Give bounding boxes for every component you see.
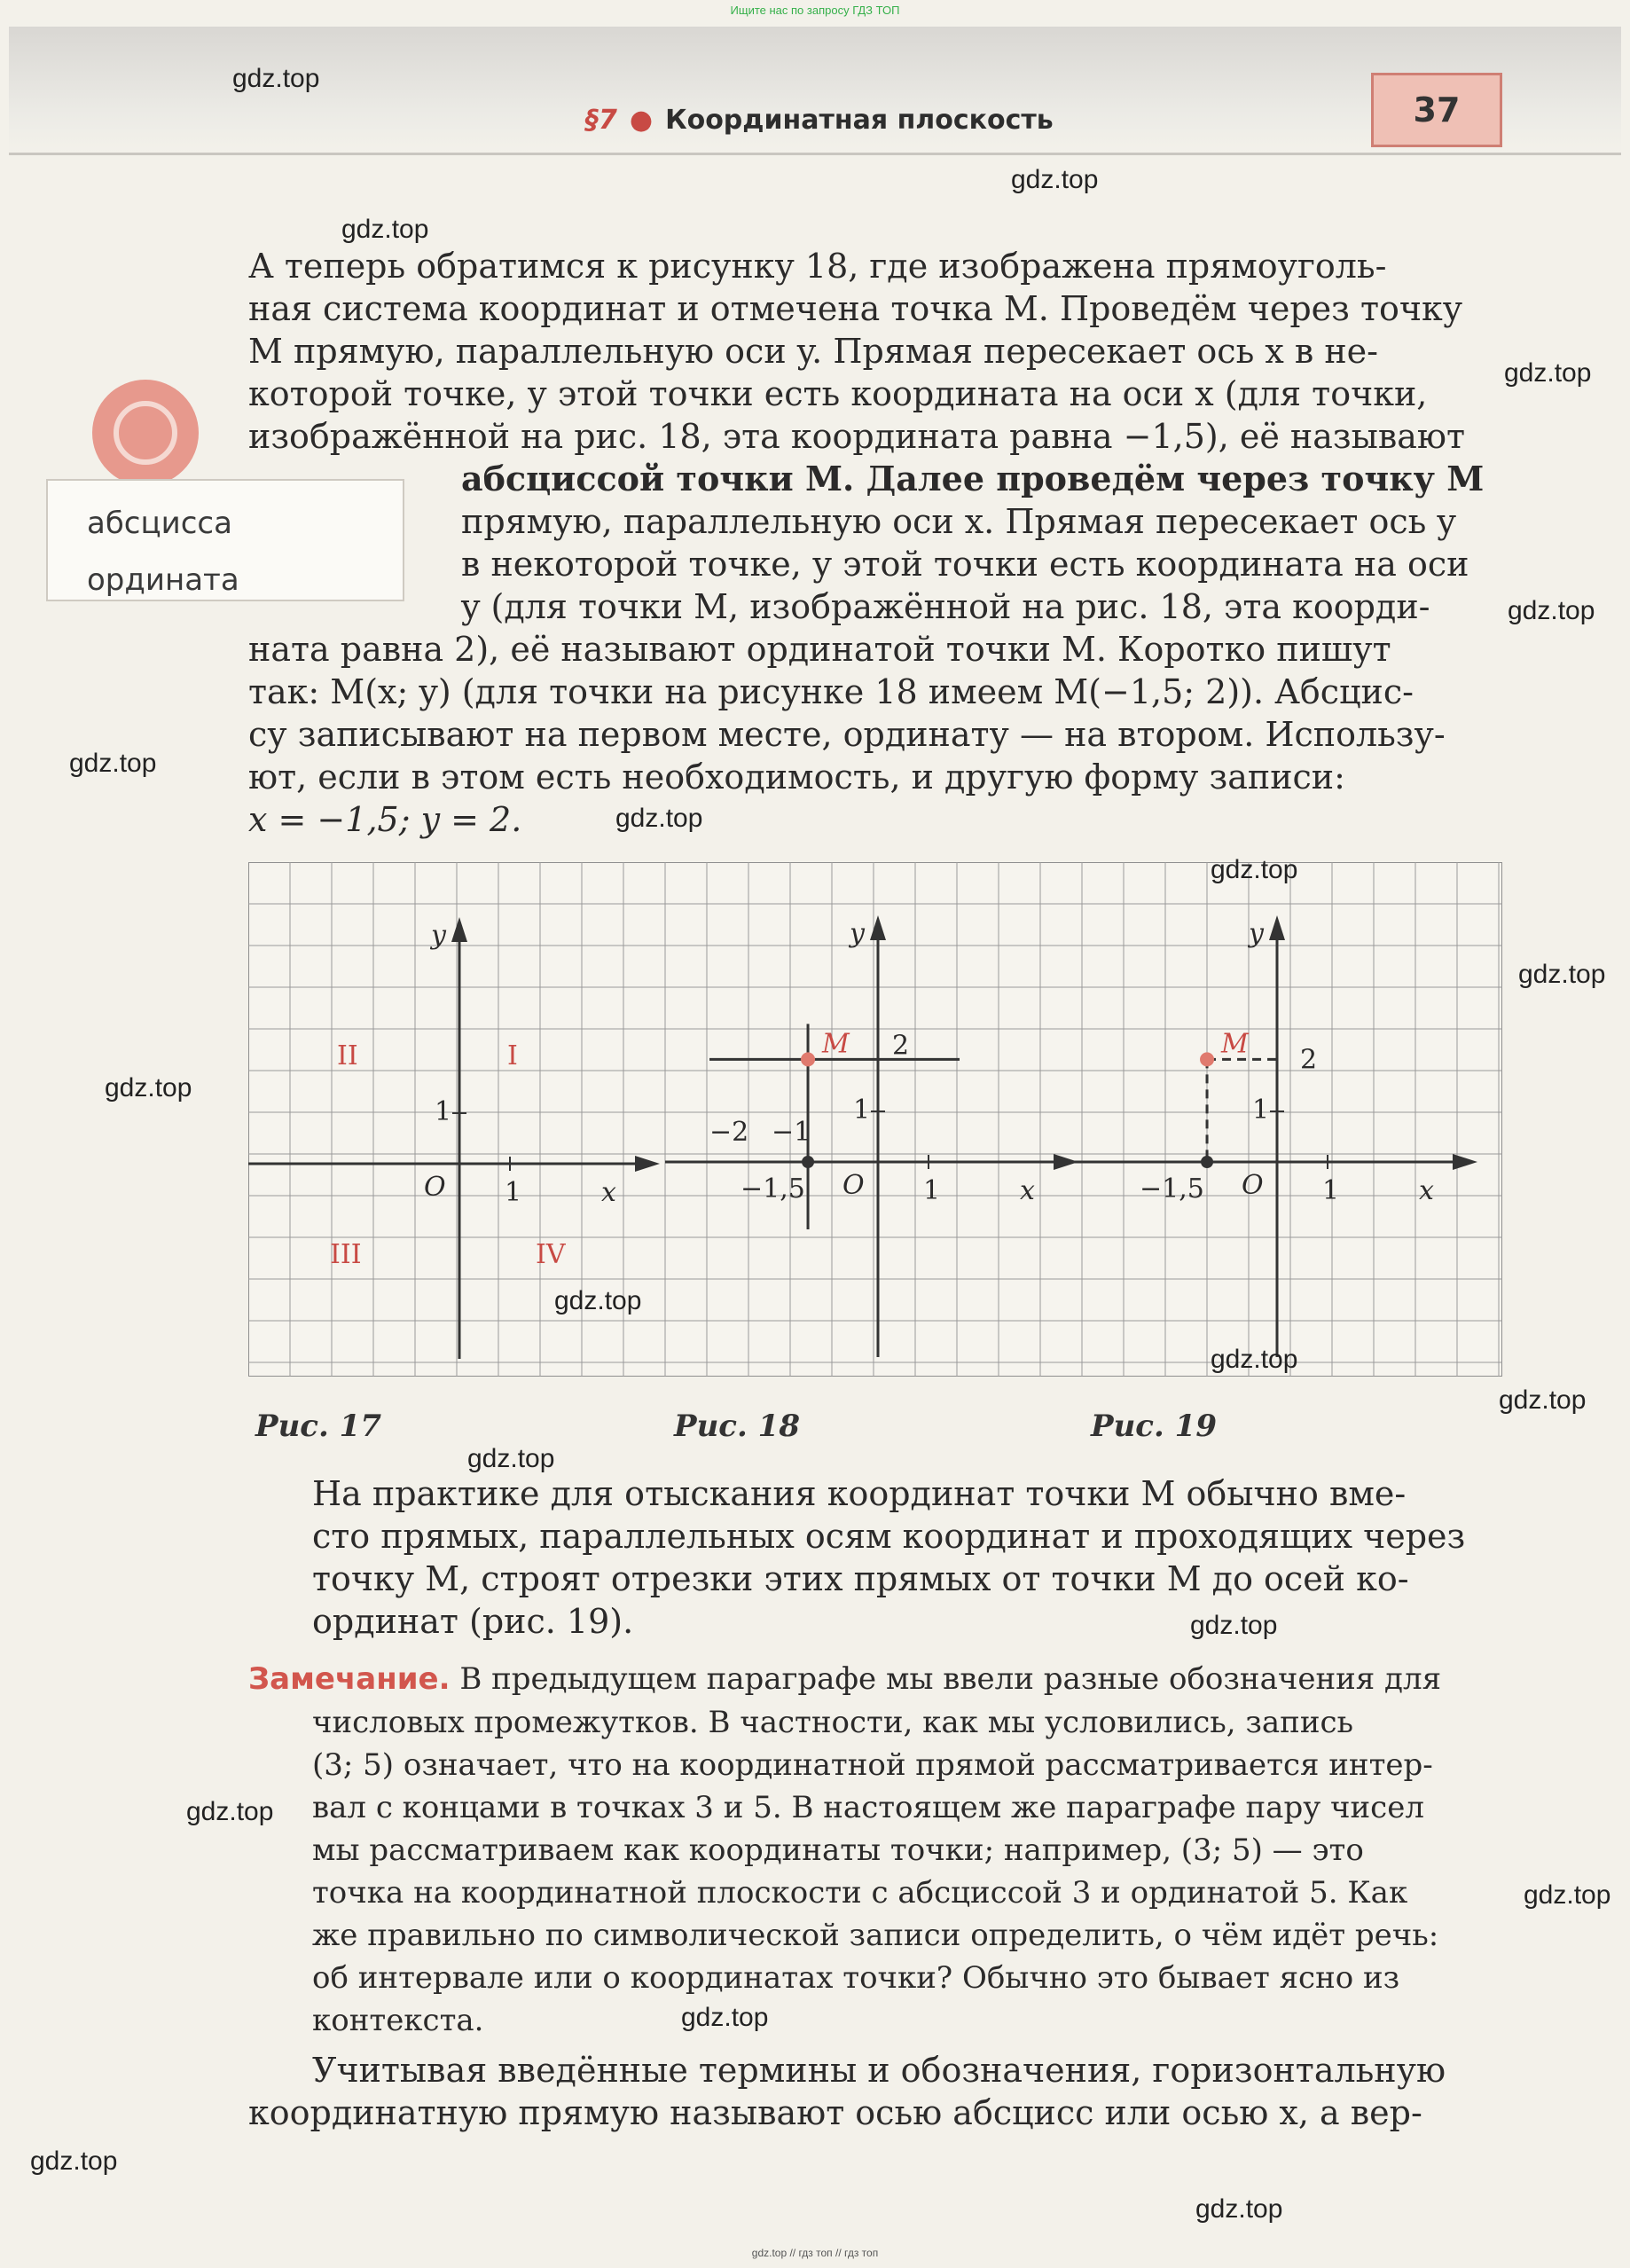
text-line: сто прямых, параллельных осям координат и проходящих через: [312, 1517, 1466, 1556]
x-axis-label: x: [601, 1177, 616, 1208]
watermark: gdz.top: [1504, 358, 1592, 388]
vocabulary-icon: [92, 380, 199, 486]
point-m: [1200, 1052, 1214, 1066]
quadrant-label: IV: [536, 1239, 566, 1270]
text-line: су записывают на первом месте, ординату — на втором. Использу-: [248, 715, 1446, 754]
section-name: Координатная плоскость: [665, 105, 1054, 136]
origin-label: O: [842, 1170, 865, 1201]
remark-line: об интервале или о координатах точки? Обычно это бывает ясно из: [312, 1960, 1400, 1996]
remark-line: вал с концами в точках 3 и 5. В настоящем же параграфе пару чисел: [312, 1790, 1424, 1825]
watermark: gdz.top: [681, 2003, 769, 2032]
watermark: gdz.top: [1190, 1611, 1278, 1640]
watermark: gdz.top: [1011, 165, 1099, 194]
x-tick-label: −1,5: [1140, 1173, 1204, 1205]
section-number: §7: [585, 105, 617, 136]
text-line: так: M(x; y) (для точки на рисунке 18 имеем M(−1,5; 2)). Абсцис-: [248, 672, 1414, 711]
coordinate-figures: [248, 862, 1502, 1377]
y-unit-label: 1: [1252, 1095, 1270, 1126]
text-line: ординат (рис. 19).: [312, 1602, 634, 1641]
remark-line: же правильно по символической записи определить, о чём идёт речь:: [312, 1918, 1439, 1953]
watermark: gdz.top: [1524, 1880, 1611, 1910]
x-unit-label: 1: [923, 1175, 941, 1206]
watermark: gdz.top: [30, 2146, 118, 2176]
quadrant-label: I: [507, 1040, 518, 1071]
bottom-note: gdz.top // гдз топ // гдз топ: [751, 2247, 879, 2259]
watermark: gdz.top: [1518, 960, 1606, 989]
x-tick-label: −1,5: [741, 1173, 805, 1205]
text-line: координатную прямую называют осью абсцисс или осью x, а вер-: [248, 2093, 1422, 2132]
bullet-icon: ●: [629, 105, 654, 136]
point-m: [801, 1052, 815, 1066]
watermark: gdz.top: [1499, 1385, 1587, 1415]
x-unit-label: 1: [505, 1177, 522, 1208]
point-m-label: M: [822, 1028, 850, 1060]
text-line: x = −1,5; y = 2.: [248, 800, 522, 839]
glossary-box: [46, 479, 404, 601]
remark-line: контекста.: [312, 2003, 484, 2038]
section-title: [585, 105, 1054, 136]
origin-label: O: [1242, 1170, 1264, 1201]
y-tick-label: 2: [1300, 1044, 1318, 1076]
x-tick-label: −1: [772, 1117, 811, 1148]
remark-line: числовых промежутков. В частности, как мы условились, запись: [312, 1705, 1354, 1740]
text-line: M прямую, параллельную оси y. Прямая пересекает ось x в не-: [248, 332, 1378, 371]
text-line-term: абсциссой точки M. Далее проведём через точку M: [461, 459, 1485, 498]
text-line: которой точке, у этой точки есть координата на оси x (для точки,: [248, 374, 1428, 413]
text-line: ют, если в этом есть необходимость, и другую форму записи:: [248, 757, 1345, 797]
remark-label: Замечание.: [248, 1661, 451, 1697]
watermark: gdz.top: [186, 1797, 274, 1826]
watermark: gdz.top: [69, 749, 157, 778]
glossary-term: абсцисса: [87, 506, 232, 541]
remark-first-line: [248, 1659, 1441, 1699]
y-axis-label: y: [1249, 918, 1264, 949]
watermark: gdz.top: [341, 215, 429, 244]
point-on-x-axis: [1201, 1156, 1213, 1168]
text-line: А теперь обратимся к рисунку 18, где изображена прямоуголь-: [248, 247, 1387, 286]
y-axis-label: y: [850, 918, 865, 949]
text-line: точку M, строят отрезки этих прямых от точки M до осей ко-: [312, 1559, 1409, 1598]
origin-label: O: [424, 1172, 446, 1203]
y-unit-label: 1: [435, 1096, 452, 1127]
watermark: gdz.top: [232, 64, 320, 93]
remark-line: мы рассматриваем как координаты точки; например, (3; 5) — это: [312, 1832, 1364, 1868]
watermark: gdz.top: [467, 1444, 555, 1473]
figure-caption: Рис. 18: [674, 1409, 800, 1444]
watermark: gdz.top: [554, 1286, 642, 1315]
remark-line: (3; 5) означает, что на координатной прямой рассматривается интер-: [312, 1747, 1433, 1783]
text-line: На практике для отыскания координат точки M обычно вме-: [312, 1474, 1407, 1513]
text-line: прямую, параллельную оси x. Прямая пересекает ось y: [461, 502, 1456, 541]
point-on-x-axis: [802, 1156, 814, 1168]
watermark: gdz.top: [1508, 596, 1595, 625]
y-axis-label: y: [431, 920, 446, 951]
remark-text: В предыдущем параграфе мы ввели разные обозначения для: [450, 1661, 1442, 1697]
y-tick-label: 2: [892, 1030, 910, 1062]
quadrant-label: II: [337, 1040, 358, 1071]
quadrant-label: III: [330, 1239, 362, 1270]
x-axis-label: x: [1020, 1175, 1035, 1206]
watermark: gdz.top: [1195, 2194, 1283, 2224]
text-line: в некоторой точке, у этой точки есть координата на оси: [461, 545, 1469, 584]
text-line: ната равна 2), её называют ординатой точки M. Коротко пишут: [248, 630, 1391, 669]
text-line: ная система координат и отмечена точка M. Проведём через точку: [248, 289, 1463, 328]
watermark: gdz.top: [1211, 855, 1298, 884]
text-line: y (для точки M, изображённой на рис. 18, эта коорди-: [461, 587, 1430, 626]
figure-caption: Рис. 19: [1091, 1409, 1217, 1444]
glossary-term: ордината: [87, 562, 239, 598]
watermark: gdz.top: [615, 804, 703, 833]
figure-caption: Рис. 17: [255, 1409, 381, 1444]
x-tick-label: −2: [709, 1117, 749, 1148]
text-line: изображённой на рис. 18, эта координата равна −1,5), её называют: [248, 417, 1466, 456]
remark-line: точка на координатной плоскости с абсциссой 3 и ординатой 5. Как: [312, 1875, 1408, 1911]
x-axis-label: x: [1419, 1175, 1434, 1206]
header-rule: [9, 153, 1621, 155]
x-unit-label: 1: [1322, 1175, 1340, 1206]
text-line: Учитывая введённые термины и обозначения, горизонтальную: [312, 2051, 1446, 2090]
point-m-label: M: [1221, 1028, 1249, 1060]
page-number: 37: [1371, 73, 1502, 147]
y-unit-label: 1: [853, 1095, 871, 1126]
watermark: gdz.top: [1211, 1345, 1298, 1374]
watermark: gdz.top: [105, 1073, 192, 1103]
top-search-note: Ищите нас по запросу ГДЗ ТОП: [730, 4, 900, 17]
